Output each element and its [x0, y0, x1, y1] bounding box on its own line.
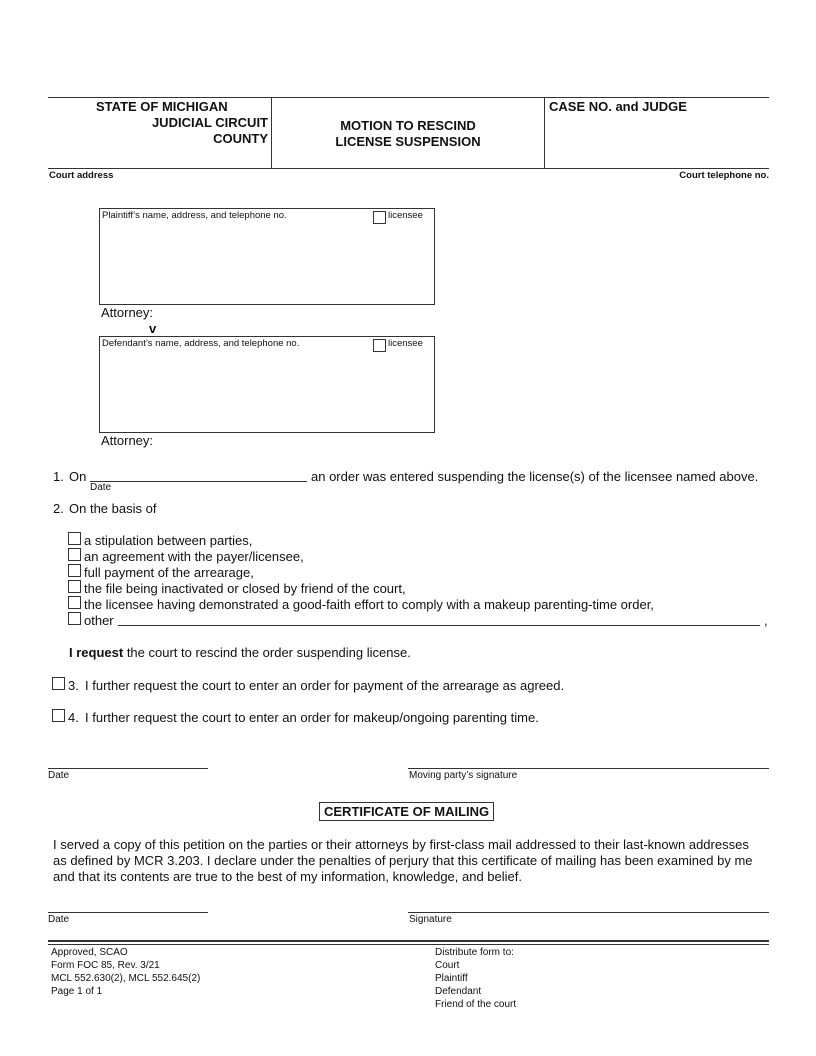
- footer-rule-thick: [48, 940, 769, 942]
- county-field[interactable]: COUNTY: [213, 131, 268, 146]
- distribute-foc: Friend of the court: [435, 999, 517, 1010]
- basis-other-checkbox[interactable]: [68, 612, 81, 625]
- header-bottom-rule: [48, 168, 769, 169]
- defendant-attorney-label: Attorney:: [101, 433, 154, 448]
- defendant-label: Defendant’s name, address, and telephone no.: [102, 338, 300, 349]
- form-title-line1: MOTION TO RESCIND: [340, 118, 476, 133]
- header-top-rule: [48, 97, 769, 98]
- plaintiff-licensee-label: licensee: [388, 210, 423, 221]
- certificate-signature-label: Signature: [409, 914, 452, 925]
- header-divider-right: [544, 97, 545, 168]
- court-telephone-label: Court telephone no.: [679, 170, 769, 181]
- form-title-line2: LICENSE SUSPENSION: [335, 134, 481, 149]
- item3-checkbox[interactable]: [52, 677, 65, 690]
- distribute-court: Court: [435, 960, 460, 971]
- basis-stipulation-label: a stipulation between parties,: [84, 533, 253, 548]
- case-no-field[interactable]: CASE NO. and JUDGE: [549, 99, 687, 114]
- defendant-licensee-checkbox[interactable]: [373, 339, 386, 352]
- footer-approved: Approved, SCAO: [51, 947, 128, 958]
- footer-mcl: MCL 552.630(2), MCL 552.645(2): [51, 973, 201, 984]
- item3-text: I further request the court to enter an order for payment of the arrearage as agreed.: [85, 678, 565, 693]
- item2-number: 2.: [53, 501, 64, 516]
- plaintiff-licensee-checkbox[interactable]: [373, 211, 386, 224]
- basis-other-comma: ,: [764, 613, 768, 628]
- defendant-licensee-label: licensee: [388, 338, 423, 349]
- basis-full-payment-checkbox[interactable]: [68, 564, 81, 577]
- basis-file-inactivated-label: the file being inactivated or closed by friend of the court,: [84, 581, 406, 596]
- certificate-date-field[interactable]: [48, 912, 208, 913]
- item1-on: On: [69, 469, 87, 484]
- request-statement: [69, 645, 411, 660]
- certificate-title: CERTIFICATE OF MAILING: [319, 802, 494, 821]
- motion-date-field[interactable]: [48, 768, 208, 769]
- basis-file-inactivated-checkbox[interactable]: [68, 580, 81, 593]
- distribute-plaintiff: Plaintiff: [435, 973, 468, 984]
- footer-rule-thin: [48, 944, 769, 945]
- distribute-heading: Distribute form to:: [435, 947, 514, 958]
- item4-number: 4.: [68, 710, 79, 725]
- certificate-date-label: Date: [48, 914, 70, 925]
- court-address-label: Court address: [49, 170, 114, 181]
- judicial-circuit-field[interactable]: JUDICIAL CIRCUIT: [151, 115, 268, 130]
- item1-text: an order was entered suspending the license(s) of the licensee named above.: [311, 469, 759, 484]
- item1-number: 1.: [53, 469, 64, 484]
- basis-agreement-label: an agreement with the payer/licensee,: [84, 549, 304, 564]
- motion-date-label: Date: [48, 770, 70, 781]
- item3-number: 3.: [68, 678, 79, 693]
- certificate-line1: I served a copy of this petition on the parties or their attorneys by first-class mail addressed to their last-known addresses: [53, 837, 749, 852]
- basis-good-faith-checkbox[interactable]: [68, 596, 81, 609]
- moving-party-signature-label: Moving party’s signature: [409, 770, 518, 781]
- item2-text: On the basis of: [69, 501, 157, 516]
- basis-full-payment-label: full payment of the arrearage,: [84, 565, 254, 580]
- item4-checkbox[interactable]: [52, 709, 65, 722]
- item4-text: I further request the court to enter an order for makeup/ongoing parenting time.: [85, 710, 539, 725]
- basis-other-field[interactable]: [118, 625, 760, 626]
- certificate-signature-field[interactable]: [408, 912, 769, 913]
- footer-form-number: Form FOC 85, Rev. 3/21: [51, 960, 160, 971]
- footer-page: Page 1 of 1: [51, 986, 103, 997]
- basis-good-faith-label: the licensee having demonstrated a good-faith effort to comply with a makeup parenting-time order,: [84, 597, 654, 612]
- basis-other-label: other: [84, 613, 114, 628]
- footer-left: [51, 946, 200, 998]
- versus-label: v: [149, 321, 157, 336]
- state-label: STATE OF MICHIGAN: [96, 99, 228, 114]
- basis-stipulation-checkbox[interactable]: [68, 532, 81, 545]
- certificate-text: [53, 837, 753, 885]
- footer-distribute: [435, 946, 516, 1011]
- distribute-defendant: Defendant: [435, 986, 482, 997]
- request-rest: the court to rescind the order suspending license.: [126, 645, 411, 660]
- moving-party-signature-field[interactable]: [408, 768, 769, 769]
- item1-date-label: Date: [90, 482, 112, 493]
- certificate-line3: and that its contents are true to the best of my information, knowledge, and belief.: [53, 869, 522, 884]
- request-bold: I request: [69, 645, 124, 660]
- form-title: [272, 118, 544, 150]
- item1-date-field[interactable]: [90, 481, 307, 482]
- plaintiff-attorney-label: Attorney:: [101, 305, 154, 320]
- basis-agreement-checkbox[interactable]: [68, 548, 81, 561]
- certificate-line2: as defined by MCR 3.203. I declare under the penalties of perjury that this certificate of mailing has been examined by me: [53, 853, 753, 868]
- plaintiff-label: Plaintiff’s name, address, and telephone no.: [102, 210, 287, 221]
